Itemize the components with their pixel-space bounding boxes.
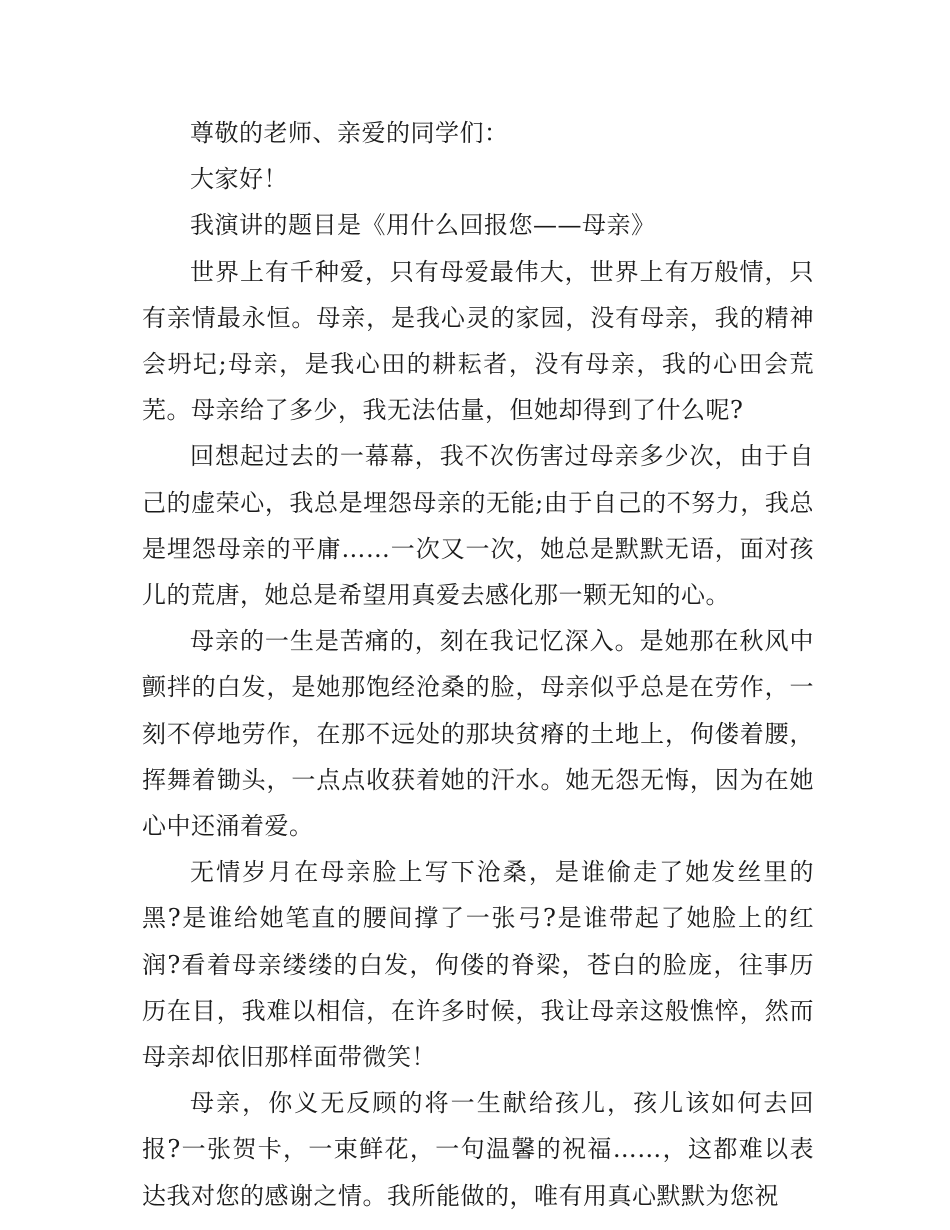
paragraph-hardship: 母亲的一生是苦痛的，刻在我记忆深入。是她那在秋风中颤拌的白发，是她那饱经沧桑的脸，母亲似乎总是在劳作，一刻不停地劳作，在那不远处的那块贫瘠的土地上，佝偻着腰，挥舞着锄头，一点点收获着她的汗水。她无怨无悔，因为在她心中还涌着爱。	[142, 627, 814, 841]
greeting-line: 尊敬的老师、亲爱的同学们：	[190, 119, 509, 147]
paragraph-memories: 回想起过去的一幕幕，我不次伤害过母亲多少次，由于自己的虚荣心，我总是埋怨母亲的无能;由于自己的不努力，我总是埋怨母亲的平庸……一次又一次，她总是默默无语，面对孩儿的荒唐，她总是希望用真爱去感化那一颗无知的心。	[142, 442, 814, 610]
paragraph-years: 无情岁月在母亲脸上写下沧桑，是谁偷走了她发丝里的黑?是谁给她笔直的腰间撑了一张弓?是谁带起了她脸上的红润?看着母亲缕缕的白发，佝偻的脊梁，苍白的脸庞，往事历历在目，我难以相信，在许多时候，我让母亲这般憔悴，然而母亲却依旧那样面带微笑！	[142, 858, 814, 1072]
paragraph-repay: 母亲，你义无反顾的将一生献给孩儿，孩儿该如何去回报?一张贺卡，一束鲜花，一句温馨的祝福……，这都难以表达我对您的感谢之情。我所能做的，唯有用真心默默为您祝	[142, 1089, 814, 1210]
speech-body	[142, 110, 814, 1219]
speech-title-line: 我演讲的题目是《用什么回报您——母亲》	[190, 211, 656, 240]
paragraph-love: 世界上有千种爱，只有母爱最伟大，世界上有万般情，只有亲情最永恒。母亲，是我心灵的家园，没有母亲，我的精神会坍圮;母亲，是我心田的耕耘者，没有母亲，我的心田会荒芜。母亲给了多少，我无法估量，但她却得到了什么呢?	[142, 257, 814, 425]
hello-line: 大家好！	[190, 165, 288, 194]
